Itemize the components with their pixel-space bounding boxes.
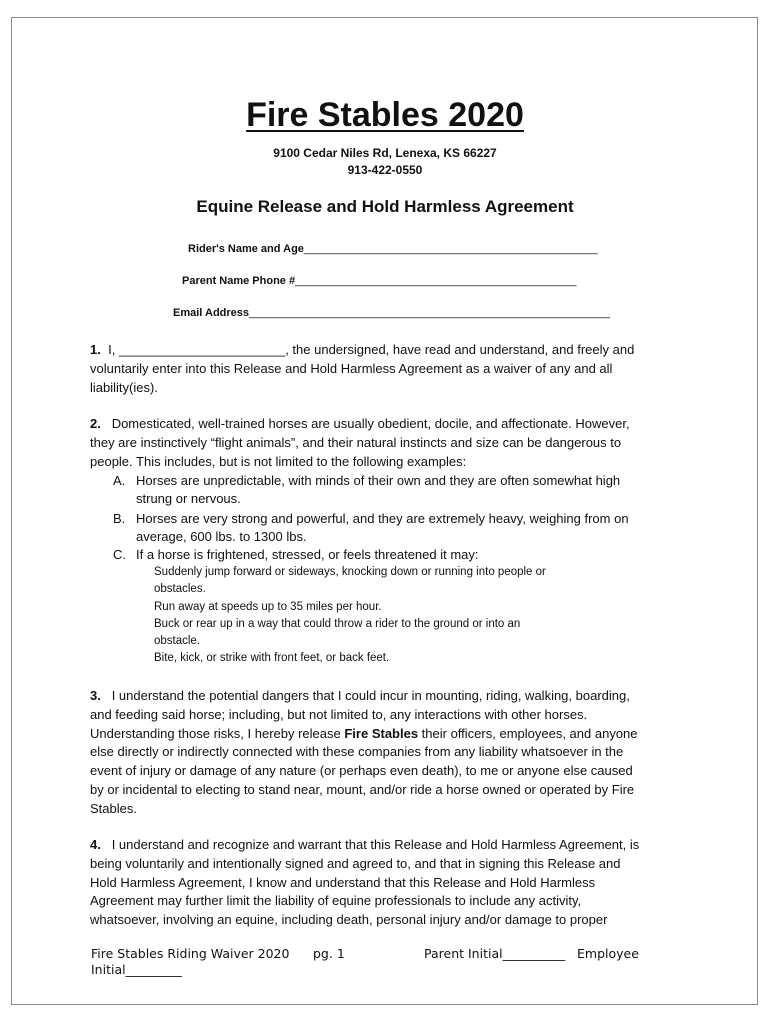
section-1-number: 1. bbox=[90, 342, 101, 357]
rider-name-age-field[interactable] bbox=[188, 243, 598, 255]
parent-phone-field[interactable] bbox=[182, 275, 577, 287]
company-name: Fire Stables bbox=[344, 725, 419, 741]
list-marker: A. bbox=[113, 473, 126, 488]
section-3-line: else directly or indirectly connected with these companies from any liability whatsoever in the bbox=[90, 744, 624, 760]
footer-page: pg. 1 bbox=[313, 946, 345, 961]
section-3-number: 3. bbox=[90, 688, 101, 703]
page-title: Fire Stables 2020 bbox=[246, 96, 524, 134]
section-4-line: whatsoever, involving an equine, including death, personal injury and/or damage to proper bbox=[90, 912, 608, 928]
footer-employee: Employee bbox=[577, 946, 639, 961]
parent-phone-label: Parent Name Phone # bbox=[182, 275, 296, 287]
section-4-line: being voluntarily and intentionally signed and agreed to, and that in signing this Release and bbox=[90, 855, 621, 871]
footer-initial: Initial_________ bbox=[91, 962, 182, 977]
section-2-line: they are instinctively “flight animals”, and their natural instincts and size can be dangerous to bbox=[90, 434, 622, 450]
section-2 bbox=[90, 415, 690, 471]
list-marker: B. bbox=[113, 511, 126, 526]
section-3-line: by or incidental to electing to stand near, mount, and/or ride a horse owned or operated by Fire bbox=[90, 781, 635, 797]
section-1-line: 1. I, _______________________, the undersigned, have read and understand, and freely and bbox=[90, 342, 635, 357]
section-4-line: Agreement may further limit the liability of equine professionals to include any activity, bbox=[90, 893, 582, 909]
section-1-line: voluntarily enter into this Release and Hold Harmless Agreement as a waiver of any and all bbox=[90, 360, 613, 376]
section-3-line: and feeding said horse; including, but not limited to, any interactions with other horses. bbox=[90, 706, 588, 722]
list-text: If a horse is frightened, stressed, or feels threatened it may: bbox=[136, 547, 479, 562]
footer-waiver: Fire Stables Riding Waiver 2020 bbox=[91, 946, 290, 961]
section-2-line: 2. Domesticated, well-trained horses are usually obedient, docile, and affectionate. However, bbox=[90, 416, 630, 431]
sub-item: Suddenly jump forward or sideways, knocking down or running into people or bbox=[154, 566, 546, 578]
section-4-number: 4. bbox=[90, 837, 101, 852]
parent-phone-line: ______________________________________________ bbox=[295, 275, 577, 287]
email-field[interactable] bbox=[173, 307, 610, 319]
section-4 bbox=[90, 836, 690, 930]
section-3 bbox=[90, 687, 690, 819]
sub-item: obstacles. bbox=[154, 583, 206, 595]
section-1 bbox=[90, 341, 690, 397]
list-item-b bbox=[113, 510, 629, 528]
list-item-a-cont: strung or nervous. bbox=[136, 491, 241, 506]
section-3-line: Understanding those risks, I hereby release Fire Stables their officers, employees, and anyone bbox=[90, 725, 638, 741]
section-3-line: event of injury or damage of any nature (or perhaps even death), to me or anyone else caused bbox=[90, 763, 633, 779]
list-text: Horses are very strong and powerful, and they are extremely heavy, weighing from on bbox=[136, 511, 629, 526]
email-line: ___________________________________________________________ bbox=[249, 307, 610, 319]
rider-name-age-line: ________________________________________________ bbox=[303, 243, 598, 255]
list-item-b-cont: average, 600 lbs. to 1300 lbs. bbox=[136, 529, 307, 544]
list-item-c bbox=[113, 546, 479, 564]
phone: 913-422-0550 bbox=[347, 163, 423, 177]
list-marker: C. bbox=[113, 547, 126, 562]
section-4-line: 4. I understand and recognize and warrant that this Release and Hold Harmless Agreement, is bbox=[90, 837, 640, 852]
section-3-line: 3. I understand the potential dangers that I could incur in mounting, riding, walking, boarding, bbox=[90, 688, 630, 703]
email-label: Email Address bbox=[173, 307, 250, 319]
section-4-line: Hold Harmless Agreement, I know and understand that this Release and Hold Harmless bbox=[90, 874, 596, 890]
rider-name-age-label: Rider's Name and Age bbox=[188, 243, 304, 255]
section-3-line: Stables. bbox=[90, 800, 137, 816]
section-1-line: liability(ies). bbox=[90, 379, 158, 395]
footer-parent-initial: Parent Initial__________ bbox=[424, 946, 566, 961]
sub-item: obstacle. bbox=[154, 635, 201, 647]
section-2-line: people. This includes, but is not limited to the following examples: bbox=[90, 453, 467, 469]
address: 9100 Cedar Niles Rd, Lenexa, KS 66227 bbox=[273, 146, 497, 160]
sub-item: Run away at speeds up to 35 miles per hour. bbox=[154, 601, 382, 613]
sub-item: Bite, kick, or strike with front feet, or back feet. bbox=[154, 652, 390, 664]
section-2-number: 2. bbox=[90, 416, 101, 431]
sub-item: Buck or rear up in a way that could throw a rider to the ground or into an bbox=[154, 618, 521, 630]
list-text: Horses are unpredictable, with minds of their own and they are often somewhat high bbox=[136, 473, 621, 488]
list-item-a bbox=[113, 472, 621, 490]
document-subtitle: Equine Release and Hold Harmless Agreement bbox=[196, 197, 574, 216]
